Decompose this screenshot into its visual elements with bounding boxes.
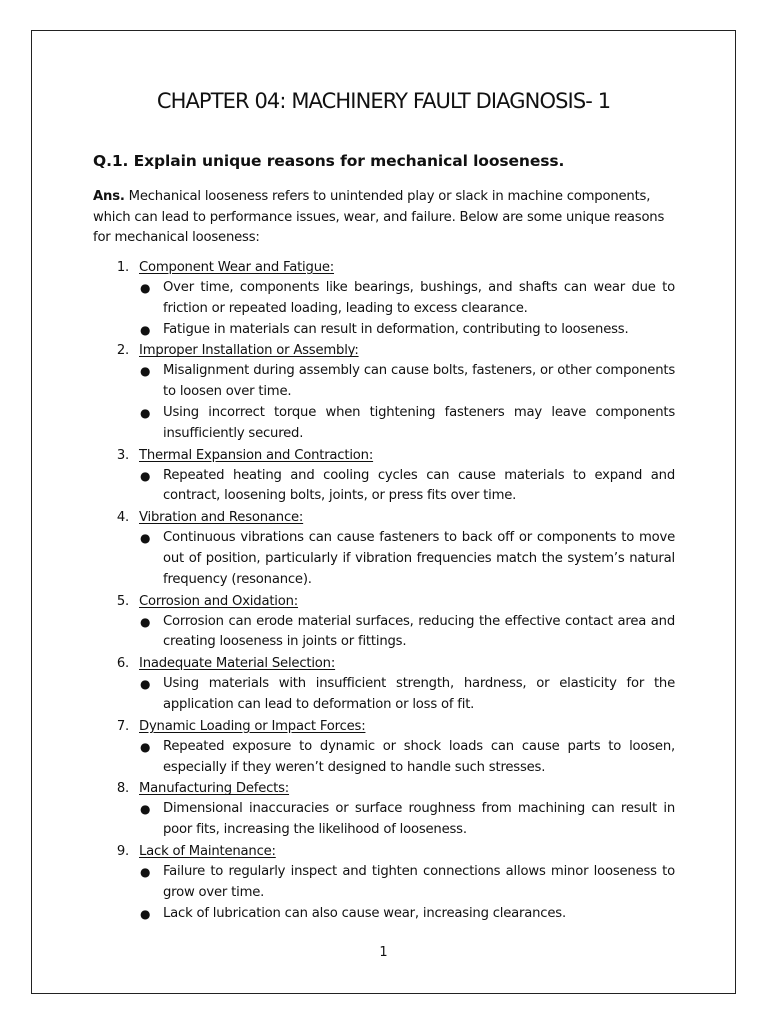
bullet-text: Misalignment during assembly can cause bolts, fasteners, or other components to loosen over time. <box>163 363 675 400</box>
bullet-dot-icon: ● <box>140 322 151 337</box>
bullet-item <box>93 799 675 841</box>
bullet-list <box>93 799 675 841</box>
reason-item <box>93 257 675 340</box>
reason-title: Corrosion and Oxidation: <box>139 593 299 609</box>
bullet-text: Lack of lubrication can also cause wear, increasing clearances. <box>163 905 566 921</box>
chapter-title: CHAPTER 04: MACHINERY FAULT DIAGNOSIS- 1 <box>156 89 611 113</box>
answer-label: Ans. <box>93 189 125 204</box>
reason-number: 3. <box>116 447 129 463</box>
bullet-text: Over time, components like bearings, bushings, and shafts can wear due to friction or repeated loading, leading to excess clearance. <box>163 280 675 316</box>
bullet-list <box>93 612 675 654</box>
bullet-dot-icon: ● <box>140 468 151 483</box>
bullet-list <box>93 278 675 340</box>
reason-number: 6. <box>116 656 129 672</box>
bullet-dot-icon: ● <box>140 531 151 546</box>
bullet-text: Dimensional inaccuracies or surface roughness from machining can result in poor fits, increasing the likelihood of looseness. <box>163 801 675 838</box>
bullet-dot-icon: ● <box>140 364 151 379</box>
reason-title: Component Wear and Fatigue: <box>139 260 335 275</box>
reason-number-cell <box>93 257 139 278</box>
bullet-text: Fatigue in materials can result in deformation, contributing to looseness. <box>163 321 629 337</box>
reason-title: Improper Installation or Assembly: <box>139 343 359 359</box>
reason-heading <box>93 591 675 612</box>
answer-intro <box>93 187 675 249</box>
reason-number-cell <box>93 591 139 612</box>
reason-item <box>93 445 675 508</box>
reason-item <box>93 716 675 779</box>
bullet-dot-icon: ● <box>140 802 151 817</box>
reason-heading <box>93 445 675 466</box>
reason-item <box>93 340 675 444</box>
page-number: 1 <box>379 945 388 960</box>
reason-item <box>93 841 675 924</box>
reason-heading <box>93 841 675 862</box>
reason-heading <box>93 653 675 674</box>
question-heading: Q.1. Explain unique reasons for mechanical looseness. <box>93 152 565 170</box>
reason-item <box>93 507 675 590</box>
bullet-text: Failure to regularly inspect and tighten connections allows minor looseness to grow over time. <box>163 863 675 900</box>
reason-number: 1. <box>116 260 129 275</box>
reason-heading <box>93 257 675 278</box>
bullet-item <box>93 528 675 590</box>
reason-heading <box>93 507 675 528</box>
bullet-text: Continuous vibrations can cause fasteners to back off or components to move out of position, particularly if vibration frequencies match the system’s natural frequency (resonance). <box>163 530 675 587</box>
bullet-dot-icon: ● <box>140 906 151 921</box>
bullet-item <box>93 361 675 403</box>
reason-item <box>93 778 675 841</box>
reason-number-cell <box>93 841 139 862</box>
bullet-text: Using incorrect torque when tightening fasteners may leave components insufficiently secured. <box>163 404 675 441</box>
bullet-item <box>93 612 675 654</box>
bullet-text: Corrosion can erode material surfaces, reducing the effective contact area and creating looseness in joints or fittings. <box>163 613 675 650</box>
reason-number: 2. <box>116 343 129 359</box>
reason-number: 7. <box>116 718 129 734</box>
bullet-text: Repeated exposure to dynamic or shock loads can cause parts to loosen, especially if they weren’t designed to handle such stresses. <box>163 738 675 775</box>
reason-title: Dynamic Loading or Impact Forces: <box>139 718 366 734</box>
bullet-text: Using materials with insufficient strength, hardness, or elasticity for the application can lead to deformation or loss of fit. <box>163 676 675 712</box>
reason-number-cell <box>93 778 139 799</box>
bullet-list <box>93 674 675 716</box>
reason-title: Lack of Maintenance: <box>139 843 276 859</box>
bullet-item <box>93 737 675 779</box>
bullet-list <box>93 361 675 444</box>
reason-heading <box>93 716 675 737</box>
bullet-item <box>93 862 675 904</box>
reason-number: 5. <box>116 593 129 609</box>
reason-item <box>93 591 675 654</box>
reason-number: 4. <box>116 510 129 526</box>
bullet-list <box>93 737 675 779</box>
reason-title: Thermal Expansion and Contraction: <box>139 447 374 463</box>
bullet-list <box>93 528 675 590</box>
bullet-item <box>93 674 675 716</box>
bullet-item <box>93 403 675 445</box>
reason-number-cell <box>93 653 139 674</box>
reason-number: 8. <box>116 781 129 797</box>
reason-number: 9. <box>116 843 129 859</box>
reason-title: Manufacturing Defects: <box>139 781 290 797</box>
answer-text: Mechanical looseness refers to unintended play or slack in machine components, which can lead to performance issues, wear, and failure. Below are some unique reasons for mechanical looseness: <box>93 189 665 245</box>
reason-number-cell <box>93 507 139 528</box>
reason-number-cell <box>93 340 139 361</box>
bullet-dot-icon: ● <box>140 614 151 629</box>
reason-number-cell <box>93 716 139 737</box>
document-page <box>31 30 736 994</box>
reason-item <box>93 653 675 716</box>
bullet-dot-icon: ● <box>140 281 151 295</box>
reason-number-cell <box>93 445 139 466</box>
bullet-item <box>93 904 675 925</box>
bullet-list <box>93 466 675 508</box>
reason-title: Vibration and Resonance: <box>139 510 304 526</box>
reason-title: Inadequate Material Selection: <box>139 656 336 672</box>
bullet-dot-icon: ● <box>140 405 151 420</box>
bullet-item <box>93 466 675 508</box>
reason-heading <box>93 778 675 799</box>
bullet-text: Repeated heating and cooling cycles can cause materials to expand and contract, loosening bolts, joints, or press fits over time. <box>163 467 675 504</box>
bullet-dot-icon: ● <box>140 739 151 754</box>
reasons-list <box>93 257 675 924</box>
reason-heading <box>93 340 675 361</box>
bullet-item <box>93 278 675 320</box>
bullet-dot-icon: ● <box>140 864 151 879</box>
bullet-item <box>93 320 675 341</box>
bullet-list <box>93 862 675 924</box>
bullet-dot-icon: ● <box>140 677 151 692</box>
